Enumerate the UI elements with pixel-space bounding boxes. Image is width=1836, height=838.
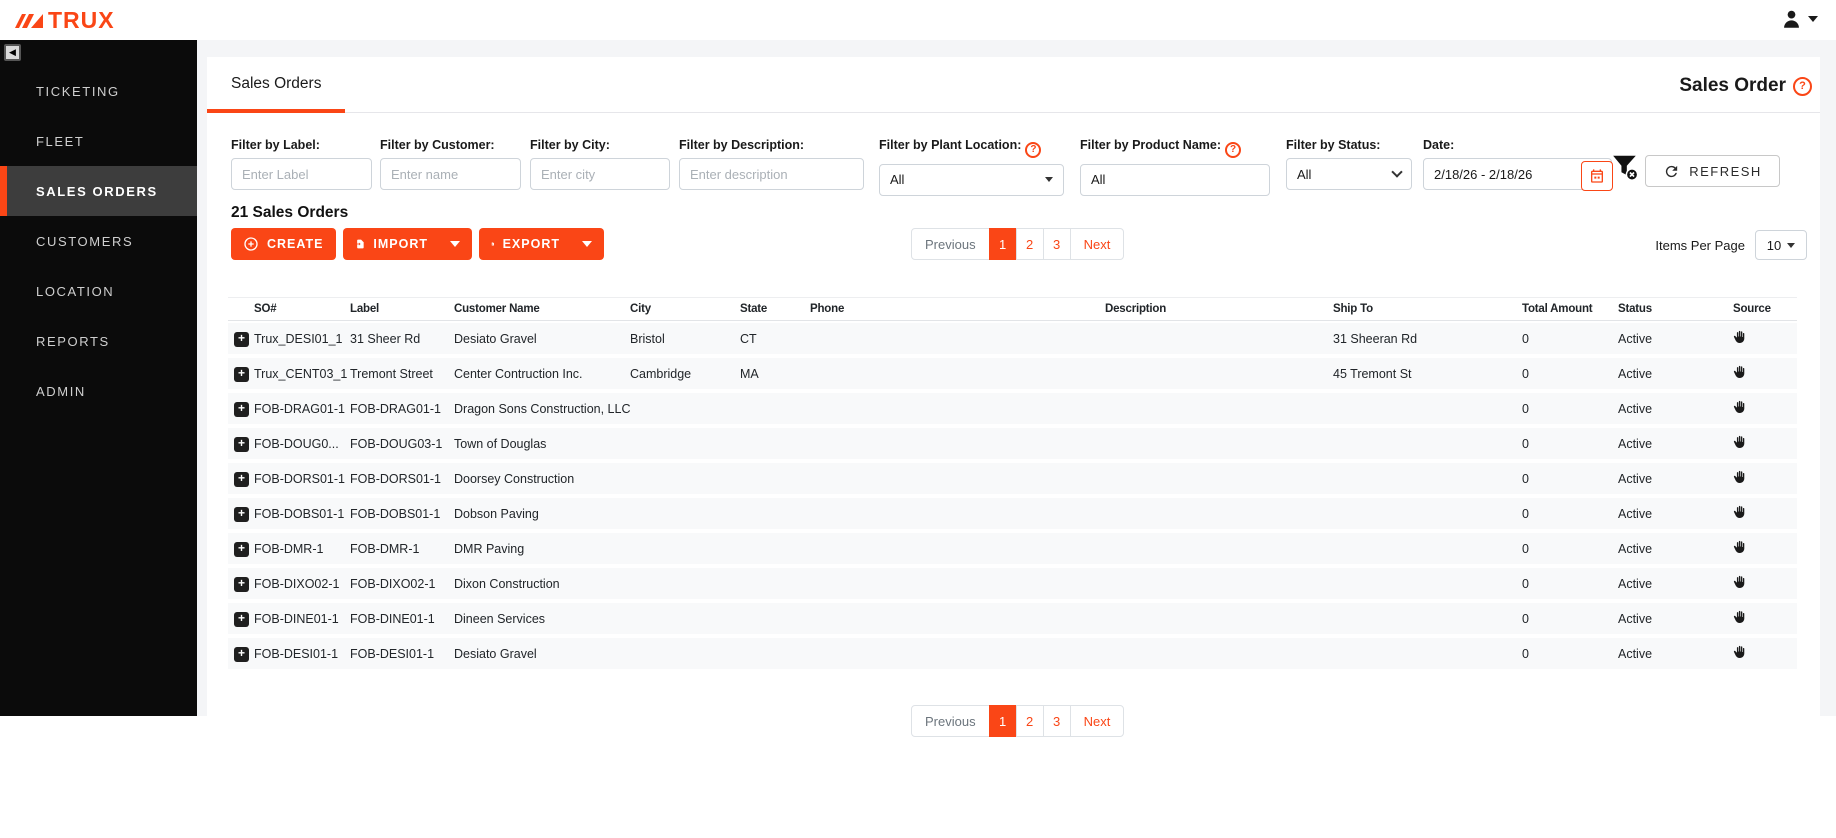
tab-bar bbox=[207, 57, 1820, 113]
filter-status-label: Filter by Status: bbox=[1286, 138, 1381, 152]
column-header-so: SO# bbox=[254, 303, 277, 315]
trux-logo-icon bbox=[14, 9, 44, 33]
sidebar bbox=[0, 40, 197, 716]
column-header-state: State bbox=[740, 303, 768, 315]
selected-value: All bbox=[890, 172, 905, 187]
sidebar-item-ticketing[interactable] bbox=[0, 66, 197, 116]
table-row[interactable] bbox=[228, 358, 1797, 389]
filter-label-field bbox=[231, 138, 372, 190]
export-label: EXPORT bbox=[502, 237, 560, 251]
cell-status: Active bbox=[1618, 401, 1653, 416]
cell-total-amount: 0 bbox=[1522, 436, 1529, 451]
sidebar-item-sales-orders[interactable] bbox=[0, 166, 197, 216]
expand-row-button[interactable]: + bbox=[234, 577, 249, 592]
import-file-icon bbox=[355, 236, 365, 252]
cell-status: Active bbox=[1618, 471, 1653, 486]
refresh-icon bbox=[1663, 163, 1680, 180]
help-icon[interactable]: ? bbox=[1225, 142, 1241, 158]
sales-orders-card bbox=[207, 57, 1820, 838]
page-title bbox=[1679, 75, 1812, 97]
expand-row-button[interactable]: + bbox=[234, 472, 249, 487]
cell-source bbox=[1725, 575, 1797, 592]
filter-date-label: Date: bbox=[1423, 138, 1455, 152]
cell-total-amount: 0 bbox=[1522, 646, 1529, 661]
cell-status: Active bbox=[1618, 576, 1653, 591]
page-button-1[interactable]: 1 bbox=[989, 228, 1017, 260]
cell-so-number: Trux_CENT03_1 bbox=[254, 366, 348, 381]
cell-source bbox=[1725, 645, 1797, 662]
top-bar bbox=[0, 0, 1836, 40]
table-header-row bbox=[228, 297, 1797, 321]
cell-customer-name: Desiato Gravel bbox=[454, 331, 537, 346]
sidebar-item-admin[interactable] bbox=[0, 366, 197, 416]
expand-row-button[interactable]: + bbox=[234, 542, 249, 557]
table-row[interactable] bbox=[228, 603, 1797, 634]
help-icon[interactable]: ? bbox=[1025, 142, 1041, 158]
hand-icon bbox=[1733, 645, 1746, 659]
tab-sales-orders[interactable] bbox=[207, 57, 345, 113]
plus-circle-icon bbox=[243, 236, 259, 252]
refresh-label: REFRESH bbox=[1689, 163, 1762, 179]
sidebar-item-label: SALES ORDERS bbox=[36, 183, 158, 199]
next-page-button[interactable]: Next bbox=[1070, 705, 1125, 737]
cell-source bbox=[1725, 330, 1797, 347]
sidebar-item-fleet[interactable] bbox=[0, 116, 197, 166]
filter-plant-location-select[interactable] bbox=[879, 164, 1064, 196]
cell-ship-to: 31 Sheeran Rd bbox=[1333, 331, 1418, 346]
filter-plant-location-label: Filter by Plant Location: ? bbox=[879, 138, 1064, 158]
table-row[interactable] bbox=[228, 393, 1797, 424]
create-label: CREATE bbox=[267, 237, 324, 251]
sidebar-item-reports[interactable] bbox=[0, 316, 197, 366]
cell-so-number: Trux_DESI01_1 bbox=[254, 331, 343, 346]
filter-label-input[interactable] bbox=[231, 158, 372, 190]
cell-total-amount: 0 bbox=[1522, 471, 1529, 486]
cell-so-number: FOB-DMR-1 bbox=[254, 541, 324, 556]
page-button-2[interactable]: 2 bbox=[1016, 228, 1044, 260]
cell-source bbox=[1725, 435, 1797, 452]
cell-so-number: FOB-DESI01-1 bbox=[254, 646, 339, 661]
table-row[interactable] bbox=[228, 533, 1797, 564]
hand-icon bbox=[1733, 505, 1746, 519]
cell-customer-name: Town of Douglas bbox=[454, 436, 547, 451]
export-file-icon bbox=[491, 236, 495, 252]
cell-total-amount: 0 bbox=[1522, 366, 1529, 381]
table-row[interactable] bbox=[228, 463, 1797, 494]
cell-customer-name: Dixon Construction bbox=[454, 576, 560, 591]
cell-so-number: FOB-DORS01-1 bbox=[254, 471, 345, 486]
create-button[interactable] bbox=[231, 228, 336, 260]
previous-page-button[interactable]: Previous bbox=[911, 228, 990, 260]
cell-customer-name: DMR Paving bbox=[454, 541, 525, 556]
filter-clear-icon bbox=[1611, 152, 1639, 182]
cell-customer-name: Desiato Gravel bbox=[454, 646, 537, 661]
cell-total-amount: 0 bbox=[1522, 611, 1529, 626]
filter-status-field bbox=[1286, 138, 1412, 190]
cell-label: FOB-DMR-1 bbox=[350, 541, 420, 556]
page-button-3[interactable]: 3 bbox=[1043, 705, 1071, 737]
table-row[interactable] bbox=[228, 323, 1797, 354]
expand-row-button[interactable]: + bbox=[234, 332, 249, 347]
sidebar-item-customers[interactable] bbox=[0, 216, 197, 266]
column-header-label: Label bbox=[350, 303, 380, 315]
user-icon bbox=[1781, 8, 1802, 30]
cell-total-amount: 0 bbox=[1522, 506, 1529, 521]
page-button-2[interactable]: 2 bbox=[1016, 705, 1044, 737]
cell-state: CT bbox=[740, 331, 757, 346]
hand-icon bbox=[1733, 330, 1746, 344]
cell-ship-to: 45 Tremont St bbox=[1333, 366, 1412, 381]
items-per-page-select[interactable] bbox=[1755, 230, 1807, 260]
expand-row-button[interactable]: + bbox=[234, 402, 249, 417]
brand-name: TRUX bbox=[48, 7, 115, 33]
user-menu[interactable] bbox=[1781, 8, 1818, 30]
results-count: 21 Sales Orders bbox=[231, 204, 349, 221]
selected-value: All bbox=[1297, 166, 1312, 182]
pagination-top bbox=[911, 228, 1124, 260]
cell-total-amount: 0 bbox=[1522, 576, 1529, 591]
clear-filters-button[interactable] bbox=[1611, 152, 1639, 187]
cell-label: 31 Sheer Rd bbox=[350, 331, 421, 346]
page-button-1[interactable]: 1 bbox=[989, 705, 1017, 737]
filter-product-name-select[interactable] bbox=[1080, 164, 1270, 196]
filter-label-label: Filter by Label: bbox=[231, 138, 320, 152]
expand-row-button[interactable]: + bbox=[234, 507, 249, 522]
sidebar-item-label: FLEET bbox=[36, 133, 85, 149]
calendar-icon bbox=[1589, 168, 1605, 184]
chevron-down-icon bbox=[450, 241, 460, 247]
selected-value: All bbox=[1091, 172, 1106, 187]
cell-label: FOB-DORS01-1 bbox=[350, 471, 441, 486]
chevron-down-icon bbox=[582, 241, 592, 247]
sidebar-collapse-button[interactable]: ◀ bbox=[4, 44, 21, 61]
cell-customer-name: Center Contruction Inc. bbox=[454, 366, 583, 381]
filter-plant-location-field bbox=[879, 138, 1064, 196]
sidebar-item-label: LOCATION bbox=[36, 283, 115, 299]
items-per-page-label: Items Per Page bbox=[1655, 237, 1745, 253]
table-row[interactable] bbox=[228, 498, 1797, 529]
refresh-button[interactable] bbox=[1645, 155, 1780, 187]
date-range-value: 2/18/26 - 2/18/26 bbox=[1434, 166, 1533, 182]
action-buttons bbox=[231, 228, 604, 260]
cell-customer-name: Dobson Paving bbox=[454, 506, 539, 521]
cell-total-amount: 0 bbox=[1522, 401, 1529, 416]
help-icon[interactable]: ? bbox=[1793, 77, 1812, 96]
filter-description-input[interactable] bbox=[679, 158, 864, 190]
chevron-down-icon bbox=[1045, 177, 1053, 182]
table-row[interactable] bbox=[228, 568, 1797, 599]
cell-so-number: FOB-DIXO02-1 bbox=[254, 576, 340, 591]
cell-so-number: FOB-DOUG0... bbox=[254, 436, 339, 451]
filter-city-label: Filter by City: bbox=[530, 138, 610, 152]
cell-label: FOB-DIXO02-1 bbox=[350, 576, 436, 591]
cell-source bbox=[1725, 505, 1797, 522]
items-per-page bbox=[1655, 230, 1807, 260]
cell-total-amount: 0 bbox=[1522, 331, 1529, 346]
cell-so-number: FOB-DINE01-1 bbox=[254, 611, 339, 626]
cell-status: Active bbox=[1618, 611, 1653, 626]
cell-total-amount: 0 bbox=[1522, 541, 1529, 556]
hand-icon bbox=[1733, 435, 1746, 449]
tab-label: Sales Orders bbox=[231, 75, 322, 92]
column-header-phone: Phone bbox=[810, 303, 845, 315]
sidebar-item-label: TICKETING bbox=[36, 83, 120, 99]
trux-logo bbox=[14, 7, 115, 34]
sales-orders-table bbox=[228, 323, 1797, 673]
column-header-ship-to: Ship To bbox=[1333, 303, 1373, 315]
filter-product-name-label: Filter by Product Name: ? bbox=[1080, 138, 1270, 158]
column-header-source: Source bbox=[1733, 303, 1771, 315]
calendar-button[interactable] bbox=[1581, 161, 1613, 191]
hand-icon bbox=[1733, 470, 1746, 484]
cell-label: FOB-DOUG03-1 bbox=[350, 436, 443, 451]
pagination-bottom bbox=[911, 705, 1124, 737]
chevron-down-icon bbox=[1787, 243, 1795, 248]
hand-icon bbox=[1733, 365, 1746, 379]
expand-row-button[interactable]: + bbox=[234, 367, 249, 382]
cell-city: Cambridge bbox=[630, 366, 692, 381]
hand-icon bbox=[1733, 575, 1746, 589]
chevron-down-icon bbox=[1808, 16, 1818, 22]
cell-label: Tremont Street bbox=[350, 366, 433, 381]
cell-customer-name: Dragon Sons Construction, LLC bbox=[454, 401, 630, 416]
sidebar-item-label: REPORTS bbox=[36, 333, 110, 349]
filter-customer-input[interactable] bbox=[380, 158, 521, 190]
cell-label: FOB-DOBS01-1 bbox=[350, 506, 441, 521]
expand-row-button[interactable]: + bbox=[234, 437, 249, 452]
items-per-page-value: 10 bbox=[1766, 237, 1782, 253]
cell-status: Active bbox=[1618, 436, 1653, 451]
cell-source bbox=[1725, 470, 1797, 487]
column-header-total-amount: Total Amount bbox=[1522, 303, 1593, 315]
cell-customer-name: Doorsey Construction bbox=[454, 471, 575, 486]
cell-so-number: FOB-DRAG01-1 bbox=[254, 401, 345, 416]
cell-state: MA bbox=[740, 366, 759, 381]
filter-city-input[interactable] bbox=[530, 158, 670, 190]
cell-label: FOB-DESI01-1 bbox=[350, 646, 435, 661]
cell-status: Active bbox=[1618, 646, 1653, 661]
cell-source bbox=[1725, 540, 1797, 557]
cell-source bbox=[1725, 365, 1797, 382]
column-header-description: Description bbox=[1105, 303, 1167, 315]
previous-page-button[interactable]: Previous bbox=[911, 705, 990, 737]
cell-so-number: FOB-DOBS01-1 bbox=[254, 506, 345, 521]
cell-label: FOB-DINE01-1 bbox=[350, 611, 435, 626]
filter-product-name-field bbox=[1080, 138, 1270, 196]
chevron-down-icon bbox=[1391, 166, 1402, 177]
page-button-3[interactable]: 3 bbox=[1043, 228, 1071, 260]
expand-row-button[interactable]: + bbox=[234, 612, 249, 627]
table-row[interactable] bbox=[228, 428, 1797, 459]
cell-status: Active bbox=[1618, 366, 1653, 381]
filter-date-field bbox=[1423, 138, 1612, 190]
filter-customer-field bbox=[380, 138, 521, 190]
filter-city-field bbox=[530, 138, 670, 190]
export-button[interactable] bbox=[479, 228, 604, 260]
table-row[interactable] bbox=[228, 638, 1797, 669]
cell-source bbox=[1725, 400, 1797, 417]
column-header-customer-name: Customer Name bbox=[454, 303, 540, 315]
sidebar-nav bbox=[0, 40, 197, 416]
filter-description-field bbox=[679, 138, 864, 190]
hand-icon bbox=[1733, 610, 1746, 624]
cell-label: FOB-DRAG01-1 bbox=[350, 401, 441, 416]
page-title-text: Sales Order bbox=[1679, 75, 1786, 96]
expand-row-button[interactable]: + bbox=[234, 647, 249, 662]
hand-icon bbox=[1733, 400, 1746, 414]
import-button[interactable] bbox=[343, 228, 472, 260]
import-label: IMPORT bbox=[373, 237, 428, 251]
next-page-button[interactable]: Next bbox=[1070, 228, 1125, 260]
filter-customer-label: Filter by Customer: bbox=[380, 138, 495, 152]
cell-source bbox=[1725, 610, 1797, 627]
cell-customer-name: Dineen Services bbox=[454, 611, 546, 626]
filter-status-select[interactable] bbox=[1286, 158, 1412, 190]
sidebar-item-label: CUSTOMERS bbox=[36, 233, 134, 249]
cell-status: Active bbox=[1618, 331, 1653, 346]
column-header-city: City bbox=[630, 303, 651, 315]
filter-description-label: Filter by Description: bbox=[679, 138, 805, 152]
cell-status: Active bbox=[1618, 541, 1653, 556]
sidebar-item-label: ADMIN bbox=[36, 383, 86, 399]
sidebar-item-location[interactable] bbox=[0, 266, 197, 316]
column-header-status: Status bbox=[1618, 303, 1652, 315]
cell-city: Bristol bbox=[630, 331, 665, 346]
cell-status: Active bbox=[1618, 506, 1653, 521]
hand-icon bbox=[1733, 540, 1746, 554]
